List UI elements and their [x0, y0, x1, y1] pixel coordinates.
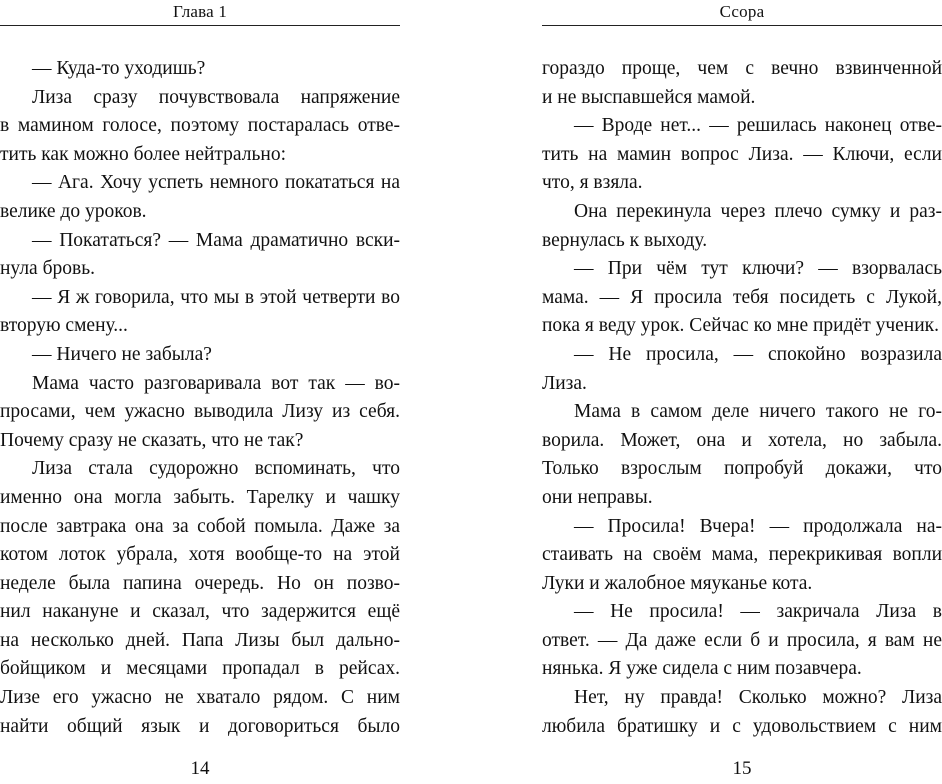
text-line: пока я веду урок. Сейчас ко мне придёт ученик. [542, 315, 940, 337]
text-line: — Куда-то уходишь? [32, 58, 206, 79]
text-line: вторую смену... [0, 315, 128, 337]
text-line: в мамином голосе, поэтому постаралась отве- [0, 115, 400, 137]
page-body [542, 55, 942, 741]
text-line: именно она могла забыть. Тарелку и чашку [0, 486, 400, 508]
text-line: — Я ж говорила, что мы в этой четверти во [32, 286, 400, 308]
text-line: тить как можно более нейтрально: [0, 143, 286, 165]
text-line: Лиза сразу почувствовала напряжение [32, 86, 400, 108]
text-line: — Покататься? — Мама драматично вски- [32, 229, 400, 251]
text-line: Лизе его ужасно не хватало рядом. С ним [0, 687, 400, 709]
text-line: и не выспавшейся мамой. [542, 86, 756, 108]
text-line: велике до уроков. [0, 200, 147, 222]
text-line: Лиза стала судорожно вспоминать, что [32, 458, 400, 480]
page-number: 15 [732, 758, 752, 779]
text-line: Почему сразу не сказать, что не так? [0, 429, 304, 451]
text-line: котом лоток убрала, хотя вообще-то на этой [0, 544, 400, 566]
text-line: бойщиком и месяцами пропадал в рейсах. [0, 658, 400, 680]
text-line: нула бровь. [0, 258, 95, 280]
text-line: ответ. — Да даже если б и просила, я вам не [542, 629, 942, 651]
header-rule [542, 25, 942, 26]
text-line: Мама часто разговаривала вот так — во- [32, 372, 400, 394]
text-line: Луки и жалобное мяуканье кота. [542, 572, 813, 594]
text-line: после завтрака она за собой помыла. Даже за [0, 515, 400, 537]
text-line: что, я взяла. [542, 172, 643, 194]
text-line: любила братишку и с удовольствием с ним [542, 715, 942, 737]
text-line: просами, чем ужасно выводила Лизу из себя. [0, 401, 400, 423]
text-line: Лиза. [542, 372, 587, 394]
header-rule [0, 25, 400, 26]
text-line: мама. — Я просила тебя посидеть с Лукой, [542, 286, 942, 308]
text-line: Только взрослым попробуй докажи, что [542, 458, 942, 480]
left-page [0, 0, 400, 784]
text-line: — Не просила, — спокойно возразила [574, 343, 942, 365]
running-head: Глава 1 [172, 2, 228, 21]
text-line: тить на мамин вопрос Лиза. — Ключи, если [542, 143, 942, 165]
text-line: найти общий язык и договориться было [0, 715, 400, 737]
page-number: 14 [190, 758, 210, 779]
text-line: неделе была папина очередь. Но он позво- [0, 572, 400, 594]
text-line: — Просила! Вчера! — продолжала на- [574, 515, 942, 537]
text-line: — Не просила! — закричала Лиза в [574, 601, 942, 623]
text-line: нянька. Я уже сидела с ним позавчера. [542, 658, 862, 680]
text-line: Она перекинула через плечо сумку и раз- [574, 200, 942, 222]
text-line: Нет, ну правда! Сколько можно? Лиза [574, 687, 942, 709]
text-line: нил накануне и сказал, что задержится ещё [0, 601, 400, 623]
right-page [542, 0, 942, 784]
text-line: гораздо проще, чем с вечно взвинченной [542, 58, 942, 79]
text-line: стаивать на своём мама, перекрикивая вопли [542, 544, 942, 566]
text-line: на несколько дней. Папа Лизы был дально- [0, 629, 400, 651]
page-body [0, 55, 400, 741]
text-line: — Ничего не забыла? [32, 343, 212, 365]
text-line: — Ага. Хочу успеть немного покататься на [32, 172, 400, 194]
text-line: Мама в самом деле ничего такого не го- [574, 401, 942, 423]
text-line: они неправы. [542, 486, 653, 508]
text-line: вернулась к выходу. [542, 229, 708, 251]
text-line: ворила. Может, она и хотела, но забыла. [542, 429, 942, 451]
running-head: Ссора [719, 2, 765, 21]
text-line: — Вроде нет... — решилась наконец отве- [574, 115, 942, 137]
text-line: — При чём тут ключи? — взорвалась [574, 258, 942, 280]
